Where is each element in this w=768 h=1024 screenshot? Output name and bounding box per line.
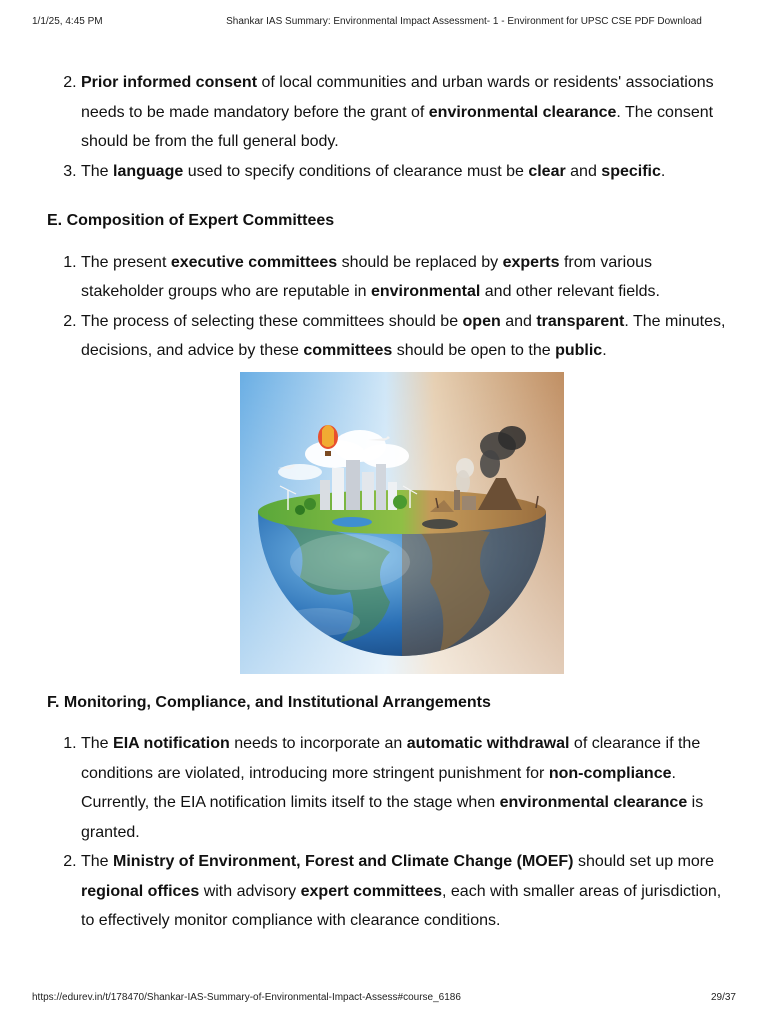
text: should be replaced by	[337, 253, 503, 271]
section-heading-e: E. Composition of Expert Committees	[47, 212, 335, 229]
document-body	[47, 68, 727, 936]
list-item	[81, 68, 727, 157]
bold-text: experts	[502, 253, 560, 271]
list-item	[81, 157, 727, 187]
text: needs to incorporate an	[229, 735, 407, 752]
text: .	[602, 342, 607, 359]
bold-text: open	[462, 312, 501, 330]
bold-text: executive committees	[170, 253, 338, 271]
text: used to specify conditions of clearance must be	[183, 162, 529, 180]
text: The	[81, 853, 114, 870]
list-monitoring	[47, 729, 727, 936]
bold-text: expert committees	[300, 882, 443, 900]
text: The present	[81, 253, 171, 271]
bold-text: specific	[601, 162, 661, 180]
text: should be open to the	[392, 342, 556, 359]
text: .	[660, 162, 666, 180]
list-consent	[47, 68, 727, 186]
bold-text: non-compliance	[548, 764, 672, 782]
text: . The consent should be from the full general body.	[81, 103, 714, 150]
bold-text: Prior informed consent	[81, 74, 258, 91]
text: The process of selecting these committees should be	[81, 312, 463, 330]
text: . The minutes, decisions, and advice by these	[81, 312, 726, 359]
section-heading-f: F. Monitoring, Compliance, and Institutional Arrangements	[47, 693, 491, 711]
bold-text: Ministry of Environment, Forest and Climate Change (MOEF)	[113, 853, 574, 870]
text: with advisory	[199, 882, 301, 900]
bold-text: EIA notification	[113, 735, 230, 752]
bold-text: environmental clearance	[499, 794, 688, 811]
print-footer	[32, 992, 736, 1006]
text: and	[565, 162, 602, 180]
text: of clearance if the conditions are violated, introducing more stringent punishment for	[81, 735, 701, 782]
page-url: https://edurev.in/t/178470/Shankar-IAS-Summary-of-Environmental-Impact-Assess#course_6186	[32, 992, 461, 1003]
text: is granted.	[81, 794, 704, 841]
list-item	[81, 307, 727, 366]
text: should set up more	[573, 853, 715, 870]
bold-text: clear	[528, 162, 566, 180]
list-item	[81, 847, 727, 936]
print-title: Shankar IAS Summary: Environmental Impact Assessment- 1 - Environment for UPSC CSE PDF Download	[226, 16, 702, 27]
list-expert-committees	[47, 248, 727, 366]
bold-text: transparent	[536, 312, 625, 330]
bold-text: committees	[303, 342, 393, 359]
print-datetime: 1/1/25, 4:45 PM	[32, 16, 103, 27]
bold-text: automatic withdrawal	[406, 735, 570, 752]
text: and	[500, 312, 537, 330]
bold-text: environmental clearance	[428, 103, 617, 121]
bold-text: public	[555, 342, 603, 359]
print-header	[32, 16, 736, 30]
text: The	[81, 735, 114, 752]
text: from various stakeholder groups who are reputable in	[81, 253, 652, 300]
bold-text: language	[113, 162, 184, 180]
text: The	[81, 162, 114, 180]
text: of local communities and urban wards or residents' associations needs to be made mandatory before the grant of	[81, 74, 714, 121]
half-globe-icon	[240, 372, 564, 674]
text: and other relevant fields.	[480, 283, 660, 300]
list-item	[81, 729, 727, 847]
text: , each with smaller areas of jurisdiction, to effectively monitor compliance with clearance conditions.	[81, 882, 722, 929]
bold-text: regional offices	[81, 882, 200, 900]
bold-text: environmental	[370, 283, 481, 300]
page-number: 29/37	[710, 992, 736, 1003]
text: . Currently, the EIA notification limits itself to the stage when	[81, 764, 676, 811]
globe-illustration	[240, 372, 564, 674]
list-item	[81, 248, 727, 307]
